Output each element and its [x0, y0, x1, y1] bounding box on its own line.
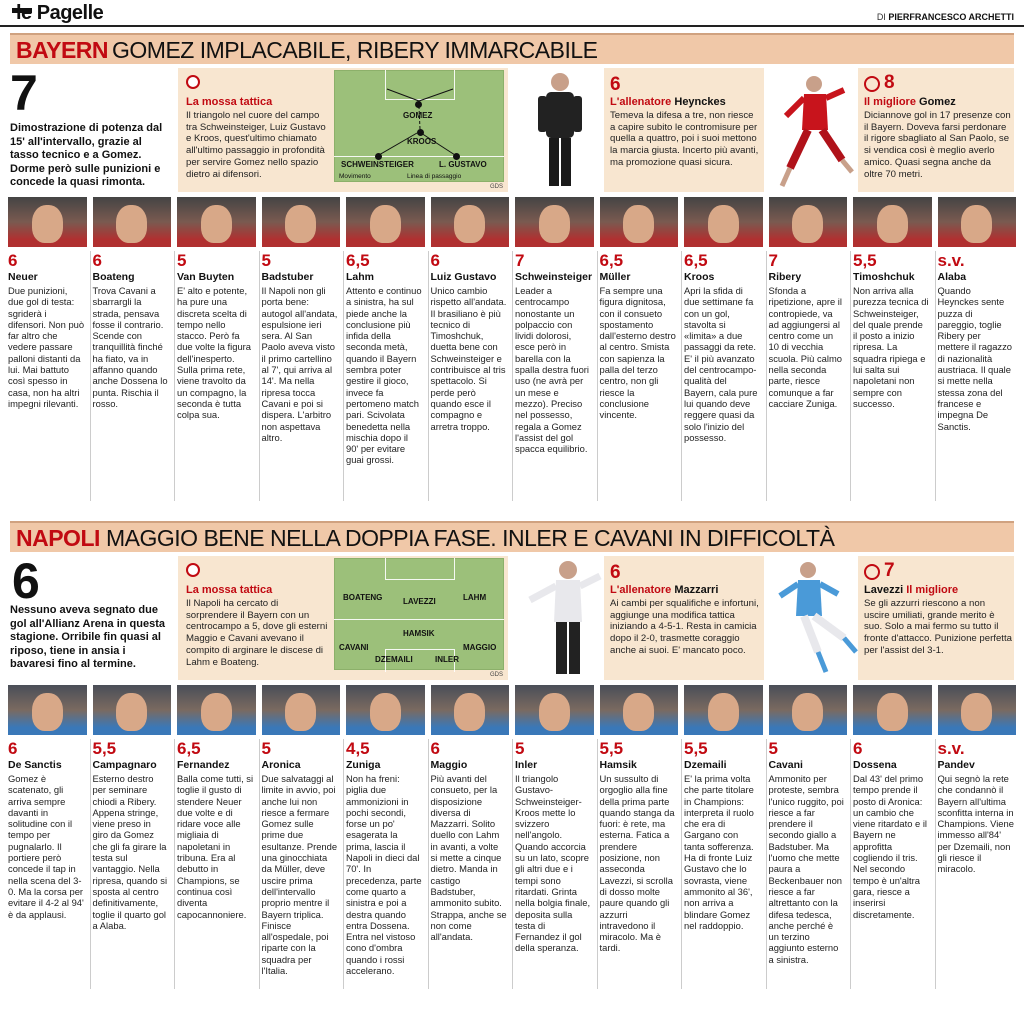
column-divider	[935, 251, 936, 501]
field-player-label: SCHWEINSTEIGER	[341, 160, 414, 169]
player-name: Zuniga	[346, 759, 381, 771]
player-card	[853, 685, 934, 995]
player-photo	[346, 685, 425, 735]
field-player-label: L. GUSTAVO	[439, 160, 487, 169]
player-face-icon	[961, 693, 992, 731]
section-title: le Pagelle	[16, 2, 104, 24]
player-photo	[177, 197, 256, 247]
player-comment: Ammonito per proteste, sembra l'unico ruggito, poi riesce a far prendere il secondo giallo a Badstuber. Ma l'uomo che mette paura a Beckenbauer non riesce a far altrettanto con la difesa tedesca, anche perché è un terzino aggiunto esterno a sinistra.	[768, 773, 844, 965]
bayern-tactic-text: Il triangolo nel cuore del campo tra Schweinsteiger, Luiz Gustavo e Kroos, quest'ultimo chiamato all'ultimo passaggio in profondità per servire Gomez nello spazio dietro ai difensori.	[186, 110, 326, 180]
player-face-icon	[623, 693, 654, 731]
player-vote: 5,5	[599, 739, 624, 758]
bayern-headline-band	[10, 33, 1014, 64]
player-photo	[769, 685, 848, 735]
best-prefix: Il migliore	[864, 96, 916, 108]
player-vote: s.v.	[937, 739, 965, 758]
player-name: Boateng	[92, 271, 135, 283]
player-photo	[853, 685, 932, 735]
player-name: Ribery	[768, 271, 802, 283]
column-divider	[90, 251, 91, 501]
bayern-coach-text: Temeva la difesa a tre, non riesce a capire subito le contromisure per quella a quattro, poi i suoi mettono la marcia giusta. Incerto più avanti, ma promozione quasi sicura.	[610, 110, 759, 168]
player-face-icon	[201, 693, 232, 731]
player-card	[8, 197, 89, 507]
player-vote: 6,5	[346, 251, 370, 270]
player-name: Inler	[515, 759, 538, 771]
player-vote: 7	[515, 251, 525, 270]
player-photo	[600, 685, 679, 735]
player-comment: Sfonda a ripetizione, apre il contropiede, va ad aggiungersi al centro come un 10 di vecchia scuola. Più calmo nella seconda parte, riesce comunque a far cacciare Zuniga.	[768, 285, 842, 409]
player-photo	[8, 197, 87, 247]
player-card	[8, 685, 89, 995]
masthead	[0, 0, 1024, 27]
player-face-icon	[792, 205, 823, 243]
player-card	[262, 685, 343, 995]
column-divider	[766, 739, 767, 989]
field-player-label: INLER	[435, 655, 459, 664]
napoli-coach-vote: 6	[610, 562, 621, 583]
player-vote: 6	[430, 251, 440, 270]
player-name: Aronica	[261, 759, 301, 771]
player-name: Cavani	[768, 759, 803, 771]
player-face-icon	[201, 205, 232, 243]
halfway-line	[334, 619, 504, 620]
player-card	[769, 197, 850, 507]
column-divider	[850, 739, 851, 989]
column-divider	[597, 739, 598, 989]
bayern-best-vote: 8	[884, 72, 895, 93]
player-name: Alaba	[937, 271, 967, 283]
graphic-credit: GDS	[490, 672, 504, 678]
player-photo	[938, 197, 1017, 247]
player-comment: Non arriva alla purezza tecnica di Schweinsteiger, del quale prende il posto a inizio ripresa. La squadra ripiega e lui salta sui napoletani non sempre con successo.	[853, 285, 929, 409]
player-face-icon	[623, 205, 654, 243]
coach-mazzarri-figure	[520, 556, 610, 680]
player-name: De Sanctis	[8, 759, 62, 771]
player-face-icon	[961, 205, 992, 243]
player-face-icon	[539, 693, 570, 731]
player-name: Müller	[599, 271, 631, 283]
column-divider	[935, 739, 936, 989]
coach-heynckes-figure	[520, 68, 600, 192]
author-byline	[877, 12, 1014, 22]
player-comment: Fa sempre una figura dignitosa, con il consueto spostamento dall'esterno destro al centro. Smista con sapienza la palla del terzo centro, non gli riesce la conclusione vincente.	[599, 285, 676, 421]
column-divider	[174, 739, 175, 989]
player-name: Kroos	[684, 271, 715, 283]
player-face-icon	[792, 693, 823, 731]
coach-figure-icon	[520, 68, 600, 192]
player-face-icon	[285, 693, 316, 731]
player-face-icon	[454, 205, 485, 243]
player-photo	[600, 197, 679, 247]
player-vote: 6	[8, 251, 18, 270]
player-vote: 6	[853, 739, 863, 758]
bayern-headline: GOMEZ IMPLACABILE, RIBERY IMMARCABILE	[112, 37, 598, 63]
coach-figure-icon	[520, 556, 610, 680]
player-photo	[346, 197, 425, 247]
player-vote: 4,5	[346, 739, 370, 758]
player-card	[93, 685, 174, 995]
player-face-icon	[370, 693, 401, 731]
player-name: Luiz Gustavo	[430, 271, 497, 283]
player-name: Hamsik	[599, 759, 637, 771]
bayern-tactic-field	[334, 70, 504, 182]
player-vote: 6,5	[599, 251, 624, 270]
player-name: Campagnaro	[92, 759, 157, 771]
napoli-team-comment: Nessuno aveva segnato due gol all'Allianz Arena in questa stagione. Orribile fin quasi al riposo, tiene in ansia i bavaresi fino al termine.	[10, 604, 166, 671]
player-vote: 5	[261, 739, 271, 758]
napoli-tactic-title: La mossa tattica	[186, 584, 273, 596]
player-face-icon	[877, 205, 908, 243]
best-player-lavezzi-figure	[768, 556, 858, 680]
best-prefix: Lavezzi	[864, 584, 904, 596]
bayern-coach-vote: 6	[610, 74, 621, 95]
player-name: Pandev	[937, 759, 975, 771]
player-comment: E' alto e potente, ha pure una discreta scelta di tempo nello stacco. Però fa due volte la figura dell'inesperto. Sulla prima rete, viene travolto da un compagno, la seconda è tutta colpa sua.	[177, 285, 252, 421]
player-name: Dossena	[853, 759, 897, 771]
player-comment: Il Napoli non gli porta bene: autogol all'andata, espulsione ieri sera. Al San Paolo aveva visto il primo cartellino al 7', qui arriva al 14'. Ma nella ripresa tocca Cavani e poi si dispera. L'arbitro non aspettava altro.	[261, 285, 338, 443]
player-comment: Quando Heynckes sente puzza di pareggio, toglie Ribery per mettere il ragazzo di nazionalità austriaca. Il quale si mette nella stessa zona del francese e impegna De Sanctis.	[937, 285, 1013, 432]
napoli-headline-band	[10, 521, 1014, 552]
player-comment: Gomez è scatenato, gli arriva sempre davanti in solitudine con il tempo per pugnalarlo. Il portiere però concede il tap in nella scena del 3-0. Ma la corsa per evitare il 4-2 al 94' è da applausi.	[8, 773, 84, 920]
player-vote: 6	[92, 251, 102, 270]
best-name: Il migliore	[906, 584, 959, 596]
player-comment: Qui segnò la rete che condannò il Bayern all'ultima sconfitta interna in Champions. Viene immesso all'84' per Dzemaili, non gli riesce il miracolo.	[937, 773, 1014, 875]
player-comment: Un sussulto di orgoglio alla fine della prima parte quando stanga da fuori: è rete, ma esterna. Fatica a prendere posizione, non asseconda Lavezzi, si scrolla di dosso molte paure quando gli azzurri intravedono il miracolo. Ma è tardi.	[599, 773, 675, 954]
column-divider	[259, 251, 260, 501]
player-name: Fernandez	[177, 759, 230, 771]
player-comment: Leader a centrocampo nonostante un polpaccio con lividi dolorosi, esce però in barella con la spalla destra fuori uso (ne avrà per un mese e mezzo). Preciso nel possesso, regala a Gomez l'assist del gol spacca equilibrio.	[515, 285, 589, 455]
napoli-best-text: Se gli azzurri riescono a non uscire umiliati, grande merito è suo. Solo a mai fermo su tutto il fronte d'attacco. Punizione perfetta per l'assist del 3-1.	[864, 598, 1012, 656]
player-name: Schweinsteiger	[515, 271, 593, 283]
column-divider	[512, 251, 513, 501]
player-vote: 5,5	[684, 739, 708, 758]
player-card	[853, 197, 934, 507]
player-photo	[8, 685, 87, 735]
player-photo	[769, 197, 848, 247]
player-comment: Apri la sfida di due settimane fa con un gol, stavolta si «limita» a due passaggi da rete. E' il più avanzato del centrocampo-qualità del Bayern, cala pure lui quando deve reggere quasi da solo l'inizio del possesso.	[684, 285, 758, 443]
field-player-label: KROOS	[407, 137, 437, 146]
bayern-tactic-title: La mossa tattica	[186, 96, 273, 108]
penalty-box	[385, 558, 455, 580]
player-card	[346, 685, 427, 995]
player-card	[346, 197, 427, 507]
player-vote: 7	[768, 251, 778, 270]
player-photo	[262, 197, 341, 247]
player-vote: 5,5	[92, 739, 117, 758]
player-photo	[262, 685, 341, 735]
player-face-icon	[116, 205, 147, 243]
napoli-headline: MAGGIO BENE NELLA DOPPIA FASE. INLER E CAVANI IN DIFFICOLTÀ	[106, 525, 835, 551]
player-face-icon	[454, 693, 485, 731]
player-photo	[684, 685, 763, 735]
column-divider	[766, 251, 767, 501]
napoli-team-vote: 6	[12, 553, 40, 609]
player-comment: Balla come tutti, si toglie il gusto di stendere Neuer due volte e di ridare voce alle migliaia di napoletani in tribuna. Era al debutto in Champions, se continua così diventa capocannoniere.	[177, 773, 254, 920]
best-name: Gomez	[919, 96, 956, 108]
legend-pass-label: Linea di passaggio	[407, 173, 462, 180]
player-name: Van Buyten	[177, 271, 235, 283]
player-photo	[515, 685, 594, 735]
napoli-tactic-text: Il Napoli ha cercato di sorprendere il Bayern con un centrocampo a 5, dove gli esterni Maggio e Cavani avevano il compito di arginare le discese di Lahm e Boateng.	[186, 598, 328, 668]
field-player-label: LAVEZZI	[403, 597, 436, 606]
coach-name: Mazzarri	[674, 584, 719, 596]
player-comment: Unico cambio rispetto all'andata. Il brasiliano è più tecnico di Timoshchuk, duetta bene con Schweinsteiger e contribuisce al tris spettacolo. Si perde però quando esce il compagno e arretra troppo.	[430, 285, 507, 432]
graphic-credit: GDS	[490, 184, 504, 190]
player-comment: Due salvataggi al limite in avvio, poi anche lui non riesce a fermare Gomez sulle prime due esultanze. Prende una ginocchiata da Müller, deve uscire prima dell'intervallo proprio mentre il Bayern triplica. Finisce all'ospedale, poi riparte con la squadra per l'Italia.	[261, 773, 338, 977]
column-divider	[850, 251, 851, 501]
column-divider	[343, 739, 344, 989]
medal-icon	[864, 76, 880, 92]
best-player-gomez-figure	[768, 68, 858, 192]
bayern-team-name: BAYERN	[16, 37, 109, 63]
player-photo	[177, 685, 256, 735]
player-name: Dzemaili	[684, 759, 727, 771]
column-divider	[428, 739, 429, 989]
player-photo	[938, 685, 1017, 735]
column-divider	[259, 739, 260, 989]
player-comment: Due punizioni, due gol di testa: sgriderà i difensori. Non può far altro che vedere passare palloni distanti da lui. Mai battuto così spesso in casa, non ha altri impegni rilevanti.	[8, 285, 85, 409]
coach-prefix: L'allenatore	[610, 96, 672, 108]
player-comment: Dal 43' del primo tempo prende il posto di Aronica: un cambio che viene ritardato e il Bayern ne approfitta cogliendo il tris. Nel secondo tempo è un'altra gara, riesce a inserirsi discretamente.	[853, 773, 927, 920]
column-divider	[597, 251, 598, 501]
author-prefix: DI	[876, 12, 886, 22]
player-vote: 5	[768, 739, 778, 758]
player-face-icon	[877, 693, 908, 731]
player-card	[431, 685, 512, 995]
player-vote: 6,5	[684, 251, 708, 270]
napoli-coach-text: Ai cambi per squalifiche e infortuni, aggiunge una modifica tattica iniziando a 4-5-1. Resta in camicia dopo il 2-0, trasmette coraggio anche ai suoi. E' mancato poco.	[610, 598, 759, 656]
player-face-icon	[370, 205, 401, 243]
player-face-icon	[285, 205, 316, 243]
player-vote: 5	[177, 251, 187, 270]
player-name: Neuer	[8, 271, 38, 283]
napoli-best-label	[864, 584, 958, 596]
napoli-tactic-field	[334, 558, 504, 670]
coach-name: Heynckes	[674, 96, 726, 108]
column-divider	[681, 739, 682, 989]
legend-move-label: Movimento	[339, 173, 371, 180]
player-card	[684, 685, 765, 995]
player-card	[515, 197, 596, 507]
player-photo	[93, 685, 172, 735]
player-face-icon	[32, 693, 63, 731]
player-face-icon	[116, 693, 147, 731]
player-card	[262, 197, 343, 507]
player-name: Maggio	[430, 759, 468, 771]
field-player-label: CAVANI	[339, 643, 369, 652]
field-player-label: GOMEZ	[403, 111, 433, 120]
player-card	[684, 197, 765, 507]
player-card	[93, 197, 174, 507]
bayern-best-label	[864, 96, 956, 108]
field-player-label: LAHM	[463, 593, 487, 602]
player-comment: Non ha freni: piglia due ammonizioni in pochi secondi, forse un po' esagerata la prima, lascia il Napoli in dieci dal 70'. In precedenza, parte come quarto a sinistra e poi a destra quando entra Dossena. Entra nel vistoso cono d'ombra quando i rossi accelerano.	[346, 773, 422, 977]
player-card	[600, 685, 681, 995]
player-face-icon	[708, 693, 739, 731]
player-comment: Più avanti del consueto, per la disposizione diversa di Mazzarri. Solito duello con Lahm in avanti, a volte si mette a cinque dietro. Manda in castigo Badstuber, ammonito subito. Strappa, anche se non come all'andata.	[430, 773, 507, 943]
column-divider	[174, 251, 175, 501]
running-player-icon	[768, 68, 858, 192]
player-name: Timoshchuk	[853, 271, 915, 283]
coach-prefix: L'allenatore	[610, 584, 672, 596]
player-face-icon	[539, 205, 570, 243]
napoli-team-name: NAPOLI	[16, 525, 100, 551]
player-card	[431, 197, 512, 507]
author-name: PIERFRANCESCO ARCHETTI	[888, 12, 1014, 22]
player-comment: E' la prima volta che parte titolare in Champions: interpreta il ruolo che era di Gargano con tanta sofferenza. Ha di fronte Luiz Gustavo che lo sovrasta, viene ammonito al 36', non arriva a blindare Gomez nel raddoppio.	[684, 773, 754, 931]
napoli-best-vote: 7	[884, 560, 895, 581]
player-comment: Il triangolo Gustavo-Schweinsteiger-Kroos mette lo svizzero nell'angolo. Quando accorcia su un lato, scopre gli altri due e i tempi sono ritardati. Grinta nella bolgia finale, deposita sulla testa di Fernandez il gol della speranza.	[515, 773, 591, 954]
player-card	[938, 685, 1019, 995]
player-comment: Trova Cavani a sbarrargli la strada, pensava fosse il contrario. Scende con tranquillità finché ha fiato, va in affanno quando anche Dossena lo punta. Rischia il rosso.	[92, 285, 168, 409]
player-face-icon	[32, 205, 63, 243]
player-card	[769, 685, 850, 995]
player-photo	[93, 197, 172, 247]
player-card	[938, 197, 1019, 507]
bayern-team-vote: 7	[10, 65, 38, 121]
player-comment: Attento e continuo a sinistra, ha sul piede anche la conclusione più infida della seconda metà, quando il Bayern sembra poter gestire il gioco, invece fa pertomeno match pari. Scivolata benedetta nella mischia dopo il 90' per evitare guai grossi.	[346, 285, 422, 466]
field-player-label: MAGGIO	[463, 643, 497, 652]
player-photo	[431, 685, 510, 735]
player-name: Lahm	[346, 271, 375, 283]
player-comment: Esterno destro per seminare chiodi a Ribery. Appena stringe, viene preso in giro da Gomez che gli fa girare la testa sul vantaggio. Nella ripresa, quando si sposta al centro definitivamente, toglie il quarto gol a Alaba.	[92, 773, 168, 931]
lightbulb-icon	[186, 75, 200, 89]
column-divider	[90, 739, 91, 989]
field-player-label: BOATENG	[343, 593, 383, 602]
column-divider	[428, 251, 429, 501]
player-vote: 6	[430, 739, 440, 758]
tactic-arrows-icon	[335, 71, 505, 183]
player-card	[177, 685, 258, 995]
column-divider	[681, 251, 682, 501]
medal-icon	[864, 564, 880, 580]
player-photo	[853, 197, 932, 247]
player-vote: 5	[261, 251, 271, 270]
lightbulb-icon	[186, 563, 200, 577]
player-vote: 5,5	[853, 251, 877, 270]
napoli-coach-label	[610, 584, 718, 596]
player-name: Badstuber	[261, 271, 314, 283]
player-photo	[684, 197, 763, 247]
player-card	[177, 197, 258, 507]
bayern-team-comment: Dimostrazione di potenza dal 15' all'intervallo, grazie al tasso tecnico e a Gomez. Dorme però sulle punizioni e concede la quasi rimonta.	[10, 122, 163, 189]
player-card	[515, 685, 596, 995]
field-player-label: DZEMAILI	[375, 655, 413, 664]
running-player-icon	[768, 556, 858, 680]
player-photo	[515, 197, 594, 247]
player-face-icon	[708, 205, 739, 243]
bayern-best-text: Diciannove gol in 17 presenze con il Bayern. Doveva farsi perdonare il rigore sbagliato al San Paolo, se si vendica così è meglio averlo amico. Quasi segna anche da oltre 70 metri.	[864, 110, 1011, 180]
player-card	[600, 197, 681, 507]
bayern-coach-label	[610, 96, 726, 108]
column-divider	[512, 739, 513, 989]
player-vote: s.v.	[937, 251, 965, 270]
player-vote: 6,5	[177, 739, 201, 758]
player-photo	[431, 197, 510, 247]
column-divider	[343, 251, 344, 501]
player-vote: 6	[8, 739, 18, 758]
player-vote: 5	[515, 739, 525, 758]
field-player-label: HAMSIK	[403, 629, 435, 638]
